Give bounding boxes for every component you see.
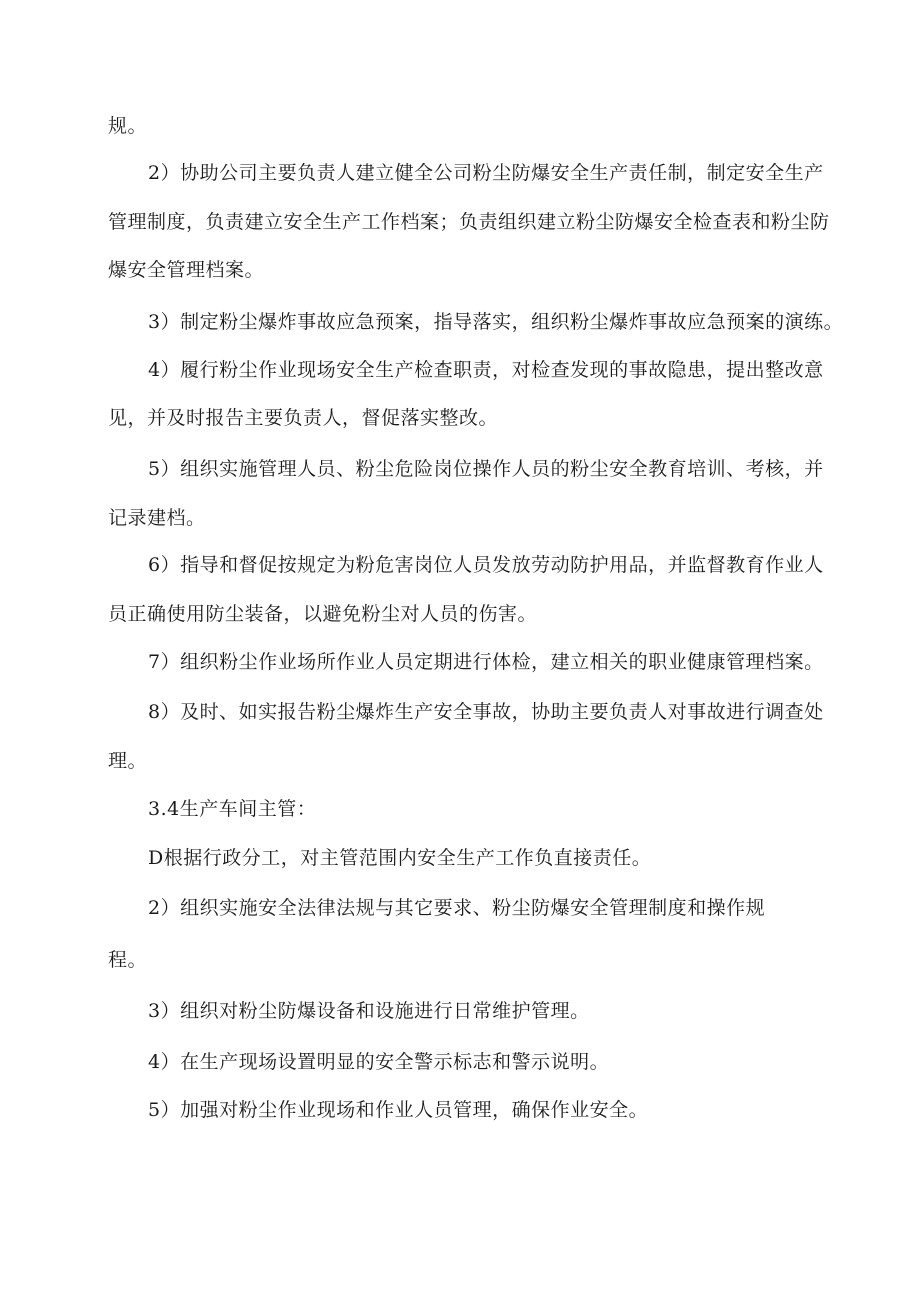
- text-line: 5）组织实施管理人员、粉尘危险岗位操作人员的粉尘安全教育培训、考核，并: [148, 458, 824, 480]
- text-line: 4）在生产现场设置明显的安全警示标志和警示说明。: [148, 1051, 610, 1073]
- text-line: 3）组织对粉尘防爆设备和设施进行日常维护管理。: [148, 1000, 590, 1022]
- text-line: 规。: [108, 115, 148, 137]
- text-line: D根据行政分工，对主管范围内安全生产工作负直接责任。: [148, 847, 652, 869]
- text-line: 6）指导和督促按规定为粉危害岗位人员发放劳动防护用品，并监督教育作业人: [148, 554, 824, 576]
- text-line: 4）履行粉尘作业现场安全生产检查职责，对检查发现的事故隐患，提出整改意: [148, 359, 824, 381]
- text-line: 2）组织实施安全法律法规与其它要求、粉尘防爆安全管理制度和操作规: [148, 897, 766, 919]
- text-line: 爆安全管理档案。: [108, 259, 265, 281]
- text-line: 见，并及时报告主要负责人，督促落实整改。: [108, 407, 499, 429]
- text-line: 8）及时、如实报告粉尘爆炸生产安全事故，协助主要负责人对事故进行调查处: [148, 701, 824, 723]
- text-line: 7）组织粉尘作业场所作业人员定期进行体检，建立相关的职业健康管理档案。: [148, 651, 824, 673]
- text-line: 程。: [108, 949, 148, 971]
- text-line: 记录建档。: [108, 507, 206, 529]
- text-line: 2）协助公司主要负责人建立健全公司粉尘防爆安全生产责任制，制定安全生产: [148, 162, 824, 184]
- text-line: 员正确使用防尘装备，以避免粉尘对人员的伤害。: [108, 603, 538, 625]
- text-line: 5）加强对粉尘作业现场和作业人员管理，确保作业安全。: [148, 1099, 649, 1121]
- text-line: 3）制定粉尘爆炸事故应急预案，指导落实，组织粉尘爆炸事故应急预案的演练。: [148, 311, 844, 333]
- text-line: 理。: [108, 750, 148, 772]
- section-heading: 3.4生产车间主管：: [148, 798, 317, 820]
- text-line: 管理制度，负责建立安全生产工作档案；负责组织建立粉尘防爆安全检查表和粉尘防: [108, 211, 830, 233]
